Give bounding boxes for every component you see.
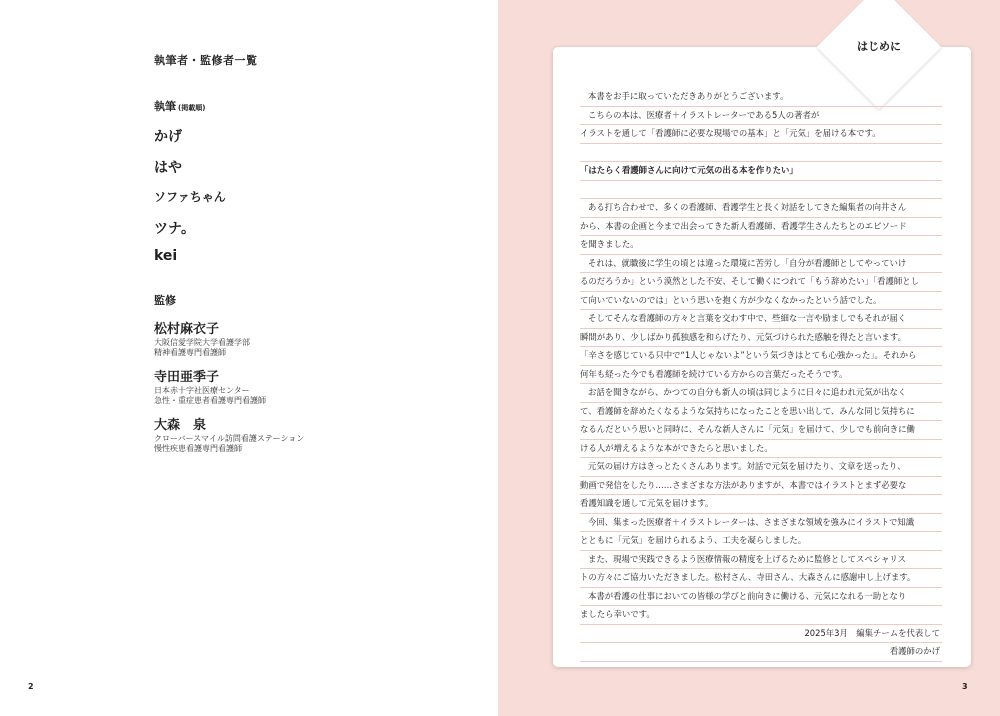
authors-label: 執筆 [154, 100, 176, 113]
intro-body [580, 88, 942, 662]
supervisor-name: 松村麻衣子 [154, 322, 220, 337]
body-line: 動画で発信をしたり……さまざまな方法がありますが、本書ではイラストとまず必要な [580, 477, 942, 496]
supervision-section-label: 監修 [154, 294, 176, 307]
body-line: トの方々にご協力いただきました。松村さん、寺田さん、大森さんに感謝申し上げます。 [580, 569, 942, 588]
body-line: 本書が看護の仕事においての皆様の学びと前向きに働ける、元気になれる一助となり [580, 588, 942, 607]
body-line: 瞬間があり、少しばかり孤独感を和らげたり、元気づけられた感触を得たと言います。 [580, 329, 942, 348]
body-line: 「辛さを感じている只中で“1人じゃないよ”という気づきはとても心強かった」。それから [580, 347, 942, 366]
body-line: 今回、集まった医療者＋イラストレーターは、さまざまな領域を強みにイラストで知識 [580, 514, 942, 533]
body-line: イラストを通して「看護師に必要な現場での基本」と「元気」を届ける本です。 [580, 125, 942, 144]
body-line: お話を聞きながら、かつての自分も新人の頃は同じように日々に追われ元気が出なく [580, 384, 942, 403]
page-title: 執筆者・監修者一覧 [154, 54, 258, 67]
supervisor-title: 精神看護専門看護師 [154, 348, 226, 357]
body-line: そしてそんな看護師の方々と言葉を交わす中で、些細な一言や励ましでもそれが届く [580, 310, 942, 329]
supervisor-affiliation: 日本赤十字社医療センター [154, 386, 250, 395]
supervisor-title: 慢性疾患看護専門看護師 [154, 444, 242, 453]
supervisor-affiliation: クローバースマイル訪問看護ステーション [154, 434, 305, 443]
body-line: 本書をお手に取っていただきありがとうございます。 [580, 88, 942, 107]
supervisor-entry [154, 322, 250, 358]
author-name: ツナ。 [154, 221, 196, 237]
supervisor-name: 寺田亜季子 [154, 370, 220, 385]
author-name: ソファちゃん [154, 190, 226, 204]
body-line: ましたら幸いです。 [580, 606, 942, 625]
supervisor-name: 大森 泉 [154, 418, 207, 433]
body-line: て、看護師を辞めたくなるような気持ちになったことを思い出して、みんな同じ気持ちに [580, 403, 942, 422]
body-line [580, 181, 942, 200]
body-line: 元気の届け方はきっとたくさんあります。対話で元気を届けたり、文章を送ったり、 [580, 458, 942, 477]
body-line: るのだろうか」という漠然とした不安、そして働くにつれて「もう辞めたい」「看護師とし [580, 273, 942, 292]
authors-section-label [154, 98, 205, 114]
intro-title: はじめに [857, 40, 901, 53]
body-line: て向いていないのでは」という思いを抱く方が少なくなかったという話でした。 [580, 292, 942, 311]
author-name: kei [154, 248, 178, 264]
supervisor-affiliation: 大阪信愛学院大学看護学部 [154, 338, 250, 347]
signature-date-line: 2025年3月 編集チームを代表して [580, 625, 942, 644]
authors-order-note: (掲載順) [178, 104, 206, 112]
body-line: を聞きました。 [580, 236, 942, 255]
signature-name-line: 看護師のかげ [580, 643, 942, 662]
body-line: なるんだという思いと同時に、そんな新人さんに「元気」を届けて、少しでも前向きに働 [580, 421, 942, 440]
body-line: ある打ち合わせで、多くの看護師、看護学生と長く対話をしてきた編集者の向井さん [580, 199, 942, 218]
author-name: はや [154, 160, 182, 176]
left-page [0, 0, 498, 716]
body-line: 看護知識を通して元気を届けます。 [580, 495, 942, 514]
supervisor-entry [154, 370, 266, 406]
supervisor-title: 急性・重症患者看護専門看護師 [154, 396, 266, 405]
page-number: 2 [28, 682, 34, 691]
page-number: 3 [962, 682, 968, 691]
body-line: それは、就職後に学生の頃とは違った環境に苦労し「自分が看護師としてやっていけ [580, 255, 942, 274]
body-line: こちらの本は、医療者＋イラストレーターである5人の著者が [580, 107, 942, 126]
body-line: ける人が増えるような本ができたらと思いました。 [580, 440, 942, 459]
author-name: かげ [154, 129, 182, 145]
body-line: 何年も経った今でも看護師を続けている方からの言葉だったそうです。 [580, 366, 942, 385]
body-line: とともに「元気」を届けられるよう、工夫を凝らしました。 [580, 532, 942, 551]
body-line: から、本書の企画と今まで出会ってきた新人看護師、看護学生さんたちとのエピソード [580, 218, 942, 237]
body-line [580, 144, 942, 163]
body-line: また、現場で実践できるよう医療情報の精度を上げるために監修としてスペシャリス [580, 551, 942, 570]
body-line: 「はたらく看護師さんに向けて元気の出る本を作りたい」 [580, 162, 942, 181]
supervisor-entry [154, 418, 304, 454]
